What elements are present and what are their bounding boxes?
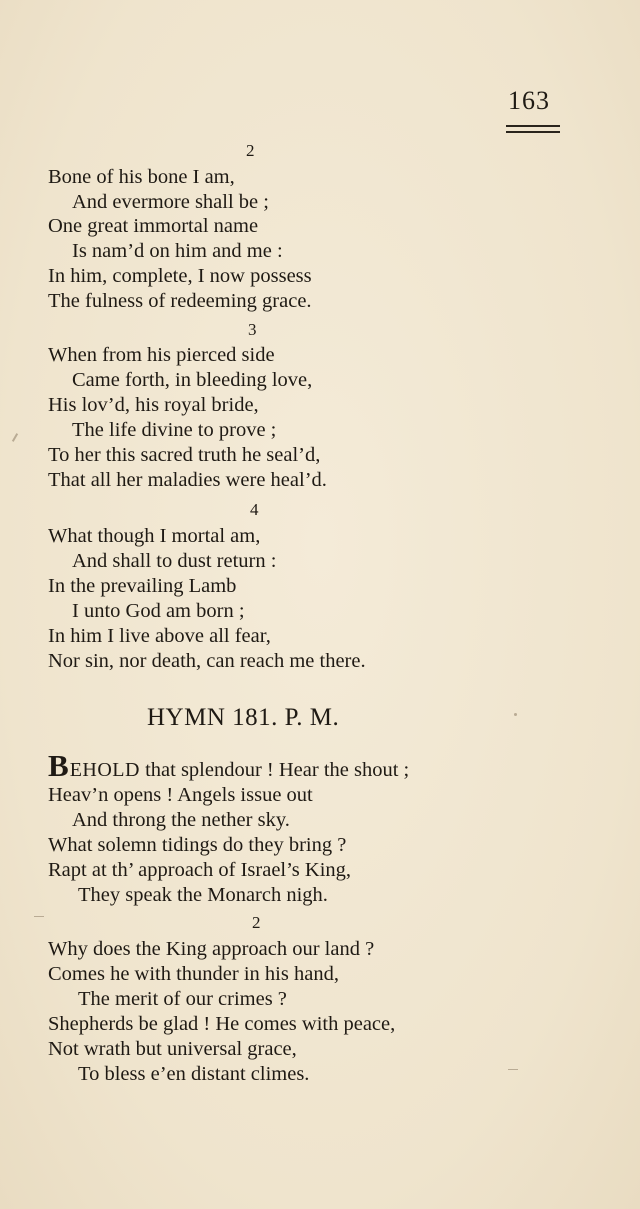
verse-line: And shall to dust return :	[72, 550, 277, 572]
header-rule-top	[506, 125, 560, 127]
verse-line: In the prevailing Lamb	[48, 575, 237, 597]
verse-line: To her this sacred truth he seal’d,	[48, 444, 321, 466]
verse-line: In him I live above all fear,	[48, 625, 271, 647]
verse-first-line	[48, 748, 410, 783]
verse-line: His lov’d, his royal bride,	[48, 394, 259, 416]
verse-line: And throng the nether sky.	[72, 809, 290, 831]
verse-line: Comes he with thunder in his hand,	[48, 963, 339, 985]
drop-cap: B	[48, 748, 70, 783]
verse-line: I unto God am born ;	[72, 600, 245, 622]
header-rule-bottom	[506, 131, 560, 133]
verse-line: That all her maladies were heal’d.	[48, 469, 327, 491]
verse-number: 2	[252, 913, 261, 932]
verse-line: When from his pierced side	[48, 344, 275, 366]
verse-number: 3	[248, 320, 257, 339]
verse-line: Shepherds be glad ! He comes with peace,	[48, 1013, 396, 1035]
print-speck	[508, 1069, 518, 1070]
page-number: 163	[508, 86, 550, 115]
hymn-title: HYMN 181. P. M.	[147, 704, 340, 731]
verse-line: Why does the King approach our land ?	[48, 938, 375, 960]
verse-line: Not wrath but universal grace,	[48, 1038, 297, 1060]
verse-line: And evermore shall be ;	[72, 191, 269, 213]
verse-line: One great immortal name	[48, 215, 259, 237]
verse-line: Bone of his bone I am,	[48, 166, 235, 188]
first-line-rest: that splendour ! Hear the shout ;	[139, 759, 410, 781]
verse-line: Rapt at th’ approach of Israel’s King,	[48, 859, 352, 881]
verse-number: 2	[246, 141, 255, 160]
verse-line: What solemn tidings do they bring ?	[48, 834, 347, 856]
verse-line: In him, complete, I now possess	[48, 265, 312, 287]
verse-line: Nor sin, nor death, can reach me there.	[48, 650, 366, 672]
verse-line: The fulness of redeeming grace.	[48, 290, 312, 312]
print-speck	[12, 433, 18, 442]
verse-line: Is nam’d on him and me :	[72, 240, 283, 262]
print-speck	[34, 916, 44, 917]
verse-line: To bless e’en distant climes.	[78, 1063, 310, 1085]
verse-line: Came forth, in bleeding love,	[72, 369, 313, 391]
print-speck	[514, 713, 517, 716]
verse-line: The merit of our crimes ?	[78, 988, 287, 1010]
verse-line: The life divine to prove ;	[72, 419, 277, 441]
first-word-rest: EHOLD	[69, 759, 140, 781]
verse-number: 4	[250, 500, 259, 519]
verse-line: What though I mortal am,	[48, 525, 261, 547]
verse-line: Heav’n opens ! Angels issue out	[48, 784, 313, 806]
verse-line: They speak the Monarch nigh.	[78, 884, 328, 906]
